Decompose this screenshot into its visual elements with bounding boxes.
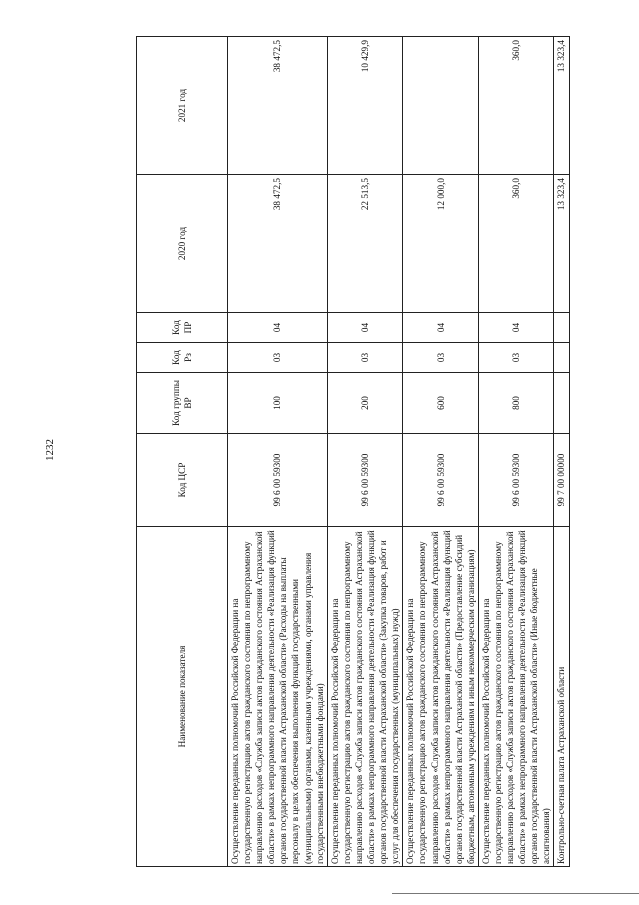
- row-vr: 100: [228, 373, 328, 434]
- row-pr: 04: [228, 313, 328, 343]
- row-vr: 600: [403, 373, 479, 434]
- table-row: [403, 37, 479, 867]
- row-2020: 360,0: [478, 175, 554, 313]
- header-2021: 2021 год: [137, 37, 228, 175]
- header-pr: Код ПР: [137, 313, 228, 343]
- row-rz: [554, 343, 569, 373]
- budget-table: [136, 36, 570, 867]
- row-pr: [554, 313, 569, 343]
- row-csr: 99 7 00 00000: [554, 434, 569, 527]
- row-rz: 03: [478, 343, 554, 373]
- row-2021: 360,0: [478, 37, 554, 175]
- row-vr: 800: [478, 373, 554, 434]
- row-2020: 22 513,5: [327, 175, 403, 313]
- row-name: Осуществление переданных полномочий Российской Федерации на государственную регистрацию актов гражданского состояния по непрограммному направлению расходов «Служба записи актов гражданского состояния Астраханской области» в рамках непрограммного направления деятельности «Реализация функций органов государственной власти Астраханской области» (Иные бюджетные ассигнования): [478, 527, 554, 867]
- row-2021: 38 472,5: [228, 37, 328, 175]
- table-header-row: [137, 37, 228, 867]
- header-vr: Код группы ВР: [137, 373, 228, 434]
- row-csr: 99 6 00 59300: [327, 434, 403, 527]
- row-pr: 04: [478, 313, 554, 343]
- row-2020: 38 472,5: [228, 175, 328, 313]
- header-rz: Код Рз: [137, 343, 228, 373]
- row-csr: 99 6 00 59300: [403, 434, 479, 527]
- row-2020: 12 000,0: [403, 175, 479, 313]
- row-2021: [403, 37, 479, 175]
- header-2020: 2020 год: [137, 175, 228, 313]
- row-csr: 99 6 00 59300: [228, 434, 328, 527]
- row-2021: 10 429,9: [327, 37, 403, 175]
- row-2021: 13 323,4: [554, 37, 569, 175]
- row-name: Контрольно-счетная палата Астраханской области: [554, 527, 569, 867]
- scan-bottom-rule: [392, 893, 639, 894]
- row-vr: 200: [327, 373, 403, 434]
- table-row: [327, 37, 403, 867]
- table-row: [554, 37, 569, 867]
- row-vr: [554, 373, 569, 434]
- header-name: Наименование показателя: [137, 527, 228, 867]
- row-csr: 99 6 00 59300: [478, 434, 554, 527]
- page-number: 1232: [44, 439, 56, 461]
- row-pr: 04: [327, 313, 403, 343]
- row-rz: 03: [228, 343, 328, 373]
- table-row: [478, 37, 554, 867]
- rotated-table-container: [135, 27, 575, 877]
- row-pr: 04: [403, 313, 479, 343]
- row-2020: 13 323,4: [554, 175, 569, 313]
- row-rz: 03: [327, 343, 403, 373]
- row-rz: 03: [403, 343, 479, 373]
- row-name: Осуществление переданных полномочий Российской Федерации на государственную регистрацию актов гражданского состояния по непрограммному направлению расходов «Служба записи актов гражданского состояния Астраханской области» в рамках непрограммного направления деятельности «Реализация функций органов государственной власти Астраханской области» (Предоставление субсидий бюджетным, автономным учреждениям и иным некоммерческим организациям): [403, 527, 479, 867]
- row-name: Осуществление переданных полномочий Российской Федерации на государственную регистрацию актов гражданского состояния по непрограммному направлению расходов «Служба записи актов гражданского состояния Астраханской области» в рамках непрограммного направления деятельности «Реализация функций органов государственной власти Астраханской области» (Закупка товаров, работ и услуг для обеспечения государственных (муниципальных) нужд): [327, 527, 403, 867]
- table-row: [228, 37, 328, 867]
- header-csr: Код ЦСР: [137, 434, 228, 527]
- row-name: Осуществление переданных полномочий Российской Федерации на государственную регистрацию актов гражданского состояния по непрограммному направлению расходов «Служба записи актов гражданского состояния Астраханской области» в рамках непрограммного направления деятельности «Реализация функций органов государственной власти Астраханской области» (Расходы на выплаты персоналу в целях обеспечения выполнения функций государственными (муниципальными) органами, казенными учреждениями, органами управления государственными внебюджетными фондами): [228, 527, 328, 867]
